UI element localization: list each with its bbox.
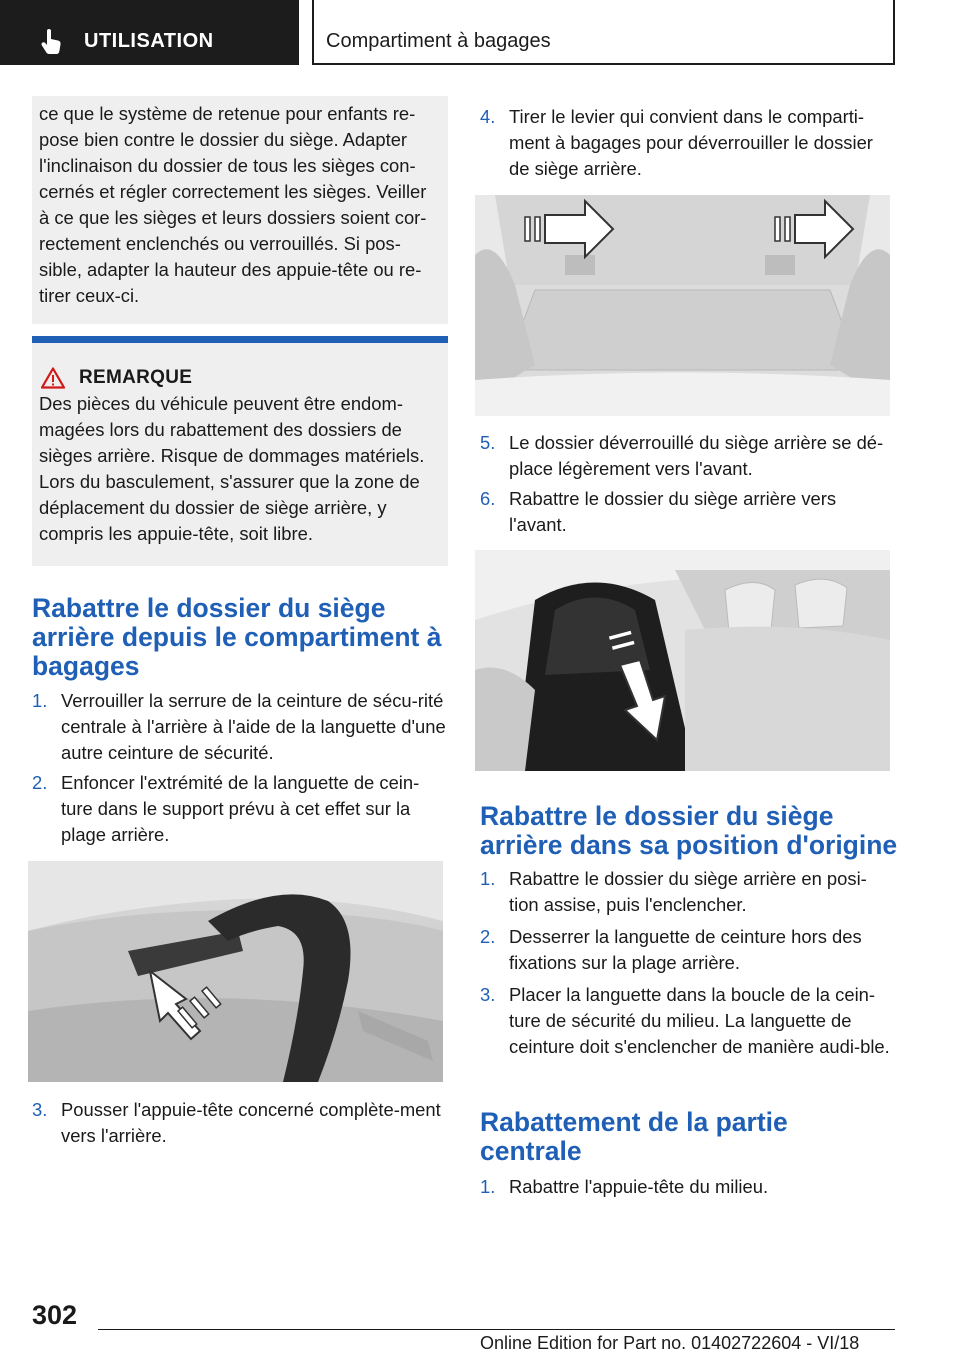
section-label: UTILISATION	[84, 30, 214, 52]
step-text: Rabattre le dossier du siège arrière vers l'avant.	[509, 488, 837, 535]
step-item	[480, 430, 895, 482]
hand-pointer-icon	[40, 28, 64, 54]
step-item	[480, 866, 895, 918]
step-number: 1.	[480, 1176, 496, 1197]
warning-triangle-icon	[41, 367, 65, 389]
step-number: 5.	[480, 432, 496, 453]
step-number: 3.	[480, 984, 496, 1005]
step-text: Le dossier déverrouillé du siège arrière se dé-place légèrement vers l'avant.	[509, 432, 884, 479]
photo-belt-tongue-shelf	[28, 861, 443, 1082]
page-number: 302	[32, 1300, 78, 1330]
heading-center-section: Rabattement de la partie centrale	[480, 1107, 788, 1166]
remark-text: Des pièces du véhicule peuvent être endom-magées lors du rabattement des dossiers de sièges arrière. Risque de dommages matériels. Lors du basculement, s'assurer que la zone de déplacement du dossier de siège arrière, y compris les appuie-tête, soit libre.	[39, 393, 425, 544]
step-number: 2.	[480, 926, 496, 947]
step-text: Pousser l'appuie-tête concerné complète-ment vers l'arrière.	[61, 1099, 441, 1146]
step-item	[32, 770, 448, 848]
remark-header	[39, 367, 441, 389]
step-item	[480, 1174, 895, 1200]
step-item	[32, 688, 448, 766]
info-box	[32, 96, 448, 324]
step-text: Enfoncer l'extrémité de la languette de cein-ture dans le support prévu à cet effet sur la plage arrière.	[61, 772, 420, 845]
step-number: 1.	[32, 690, 48, 711]
step-text: Tirer le levier qui convient dans le comparti-ment à bagages pour déverrouiller le dossier de siège arrière.	[509, 106, 873, 179]
step-text: Desserrer la languette de ceinture hors des fixations sur la plage arrière.	[509, 926, 862, 973]
step-item	[480, 982, 895, 1086]
photo-trunk-levers	[475, 195, 890, 416]
step-text: Rabattre l'appuie-tête du milieu.	[509, 1176, 769, 1197]
chapter-label: Compartiment à bagages	[326, 30, 551, 52]
step-item	[480, 486, 895, 538]
chapter-tab	[312, 0, 895, 65]
edition-text: Online Edition for Part no. 01402722604 - VI/18	[480, 1333, 860, 1353]
step-number: 2.	[32, 772, 48, 793]
step-item	[480, 924, 895, 976]
step-text: Placer la languette dans la boucle de la cein-ture de sécurité du milieu. La languette de ceinture doit s'enclencher de manière audi-ble.	[509, 984, 890, 1057]
step-number: 3.	[32, 1099, 48, 1120]
step-item	[32, 1097, 448, 1149]
photo-rear-seat-folding	[475, 550, 890, 771]
remark-box	[32, 336, 448, 566]
step-number: 1.	[480, 868, 496, 889]
heading-fold-from-trunk: Rabattre le dossier du siège arrière depuis le compartiment à bagages	[32, 593, 442, 681]
footer-divider	[98, 1329, 895, 1330]
info-box-text: ce que le système de retenue pour enfants re-pose bien contre le dossier du siège. Adapter l'inclinaison du dossier de tous les sièges con-cernés et régler correctement les sièges. Veiller à ce que les sièges et leurs dossiers soient cor-rectement enclenchés ou verrouillés. Si pos-sible, adapter la hauteur des appuie-tête ou re-tirer ceux-ci.	[39, 103, 427, 306]
step-number: 6.	[480, 488, 496, 509]
step-text: Verrouiller la serrure de la ceinture de sécu-rité centrale à l'arrière à l'aide de la languette d'une autre ceinture de sécurité.	[61, 690, 446, 763]
step-text: Rabattre le dossier du siège arrière en posi-tion assise, puis l'enclencher.	[509, 868, 867, 915]
step-item	[480, 104, 895, 182]
step-number: 4.	[480, 106, 496, 127]
remark-title: REMARQUE	[79, 367, 193, 388]
heading-fold-back-original: Rabattre le dossier du siège arrière dans sa position d'origine	[480, 801, 898, 860]
section-tab	[0, 0, 299, 65]
